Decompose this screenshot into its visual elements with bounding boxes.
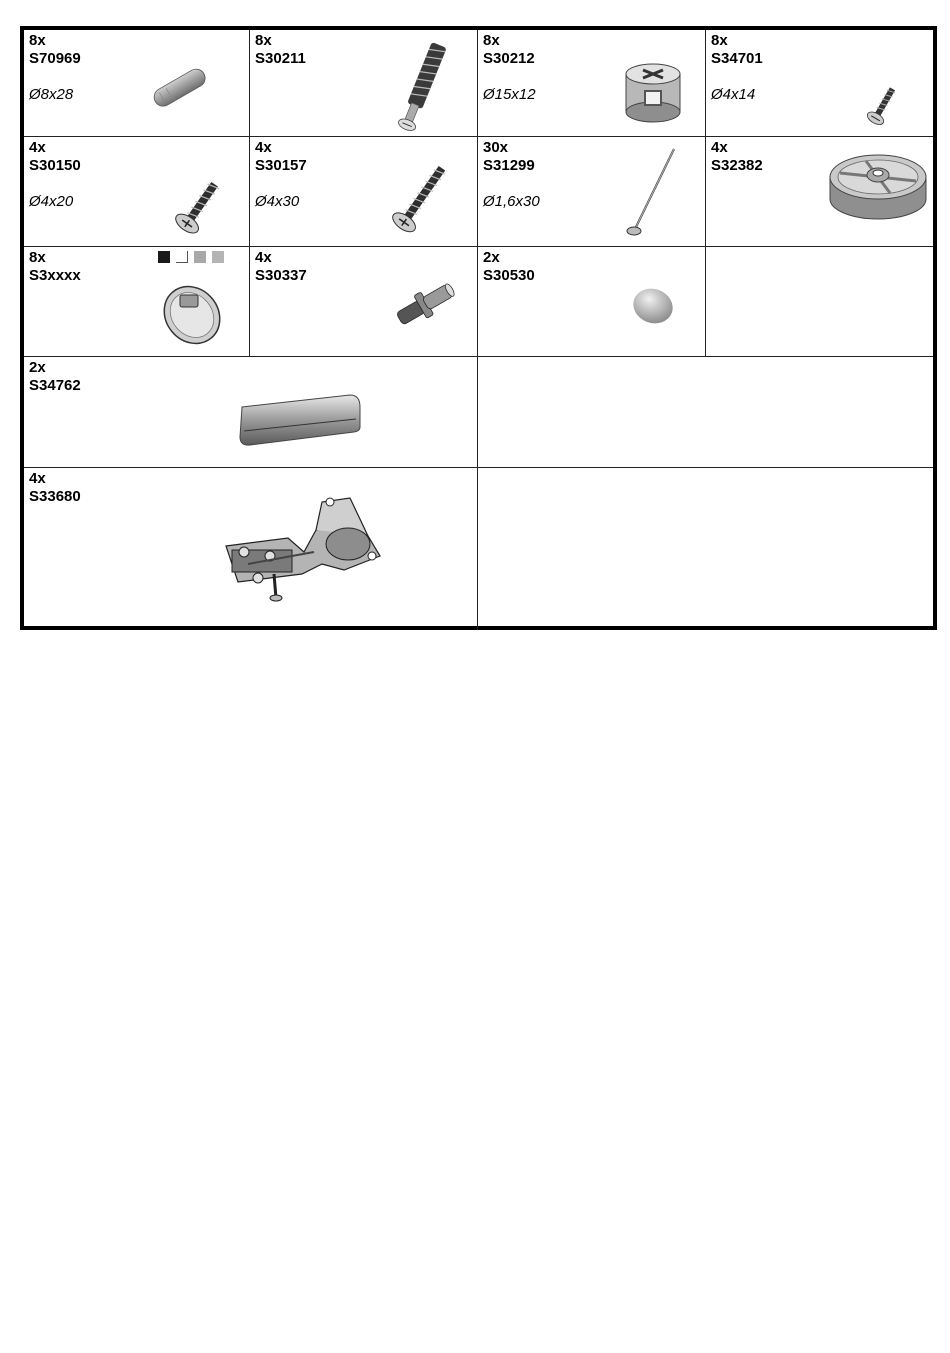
- color-swatch: [194, 251, 206, 263]
- part-cell-empty: [478, 357, 933, 467]
- part-quantity: 8x: [711, 32, 728, 49]
- part-quantity: 8x: [255, 32, 272, 49]
- parts-table: [20, 26, 937, 630]
- small-screw-icon: [862, 82, 902, 132]
- part-code: S30530: [483, 267, 535, 284]
- part-cell-s32382: [706, 137, 933, 246]
- part-code: S34762: [29, 377, 81, 394]
- part-quantity: 4x: [255, 139, 272, 156]
- part-cell-s30157: [250, 137, 477, 246]
- screw-icon: [170, 175, 226, 241]
- part-dimension: Ø1,6x30: [483, 193, 540, 210]
- part-quantity: 2x: [29, 359, 46, 376]
- part-cell-s34762: [24, 357, 477, 467]
- part-quantity: 30x: [483, 139, 509, 156]
- long-screw-icon: [384, 159, 454, 243]
- handle-icon: [232, 391, 362, 455]
- part-code: S33680: [29, 488, 81, 505]
- part-cell-s3xxxx: [24, 247, 249, 356]
- shelf-support-pin-icon: [390, 277, 462, 333]
- part-cell-s30337: [250, 247, 477, 356]
- dowel-icon: [146, 58, 216, 118]
- part-quantity: 4x: [29, 470, 46, 487]
- part-code: S31299: [483, 157, 535, 174]
- part-quantity: 8x: [29, 249, 46, 266]
- part-quantity: 4x: [711, 139, 728, 156]
- cover-cap-icon: [158, 275, 228, 349]
- part-cell-s31299: [478, 137, 705, 246]
- cam-lock-icon: [618, 58, 688, 126]
- part-dimension: Ø15x12: [483, 86, 536, 103]
- part-cell-s70969: [24, 30, 249, 136]
- part-code: S30150: [29, 157, 81, 174]
- part-code: S3xxxx: [29, 267, 81, 284]
- part-dimension: Ø4x20: [29, 193, 74, 210]
- part-cell-empty: [478, 468, 933, 630]
- part-code: S30337: [255, 267, 307, 284]
- part-code: S30212: [483, 50, 535, 67]
- part-cell-s30211: [250, 30, 477, 136]
- part-cell-empty: [706, 247, 933, 356]
- part-cell-s30212: [478, 30, 705, 136]
- connector-bolt-icon: [378, 40, 468, 136]
- part-cell-s30150: [24, 137, 249, 246]
- color-swatch: [176, 251, 188, 263]
- part-code: S32382: [711, 157, 763, 174]
- part-code: S70969: [29, 50, 81, 67]
- part-dimension: Ø4x30: [255, 193, 300, 210]
- part-dimension: Ø8x28: [29, 86, 74, 103]
- part-cell-s34701: [706, 30, 933, 136]
- part-code: S34701: [711, 50, 763, 67]
- part-code: S30211: [255, 50, 306, 67]
- bumper-pad-icon: [628, 283, 678, 329]
- part-quantity: 4x: [255, 249, 272, 266]
- hinge-icon: [218, 494, 394, 608]
- part-cell-s33680: [24, 468, 477, 630]
- part-cell-s30530: [478, 247, 705, 356]
- color-swatch: [212, 251, 224, 263]
- furniture-foot-icon: [826, 143, 930, 229]
- part-quantity: 8x: [29, 32, 46, 49]
- part-code: S30157: [255, 157, 307, 174]
- part-quantity: 4x: [29, 139, 46, 156]
- part-quantity: 2x: [483, 249, 500, 266]
- color-swatches: [158, 251, 224, 263]
- part-quantity: 8x: [483, 32, 500, 49]
- part-dimension: Ø4x14: [711, 86, 756, 103]
- color-swatch: [158, 251, 170, 263]
- nail-icon: [622, 145, 682, 241]
